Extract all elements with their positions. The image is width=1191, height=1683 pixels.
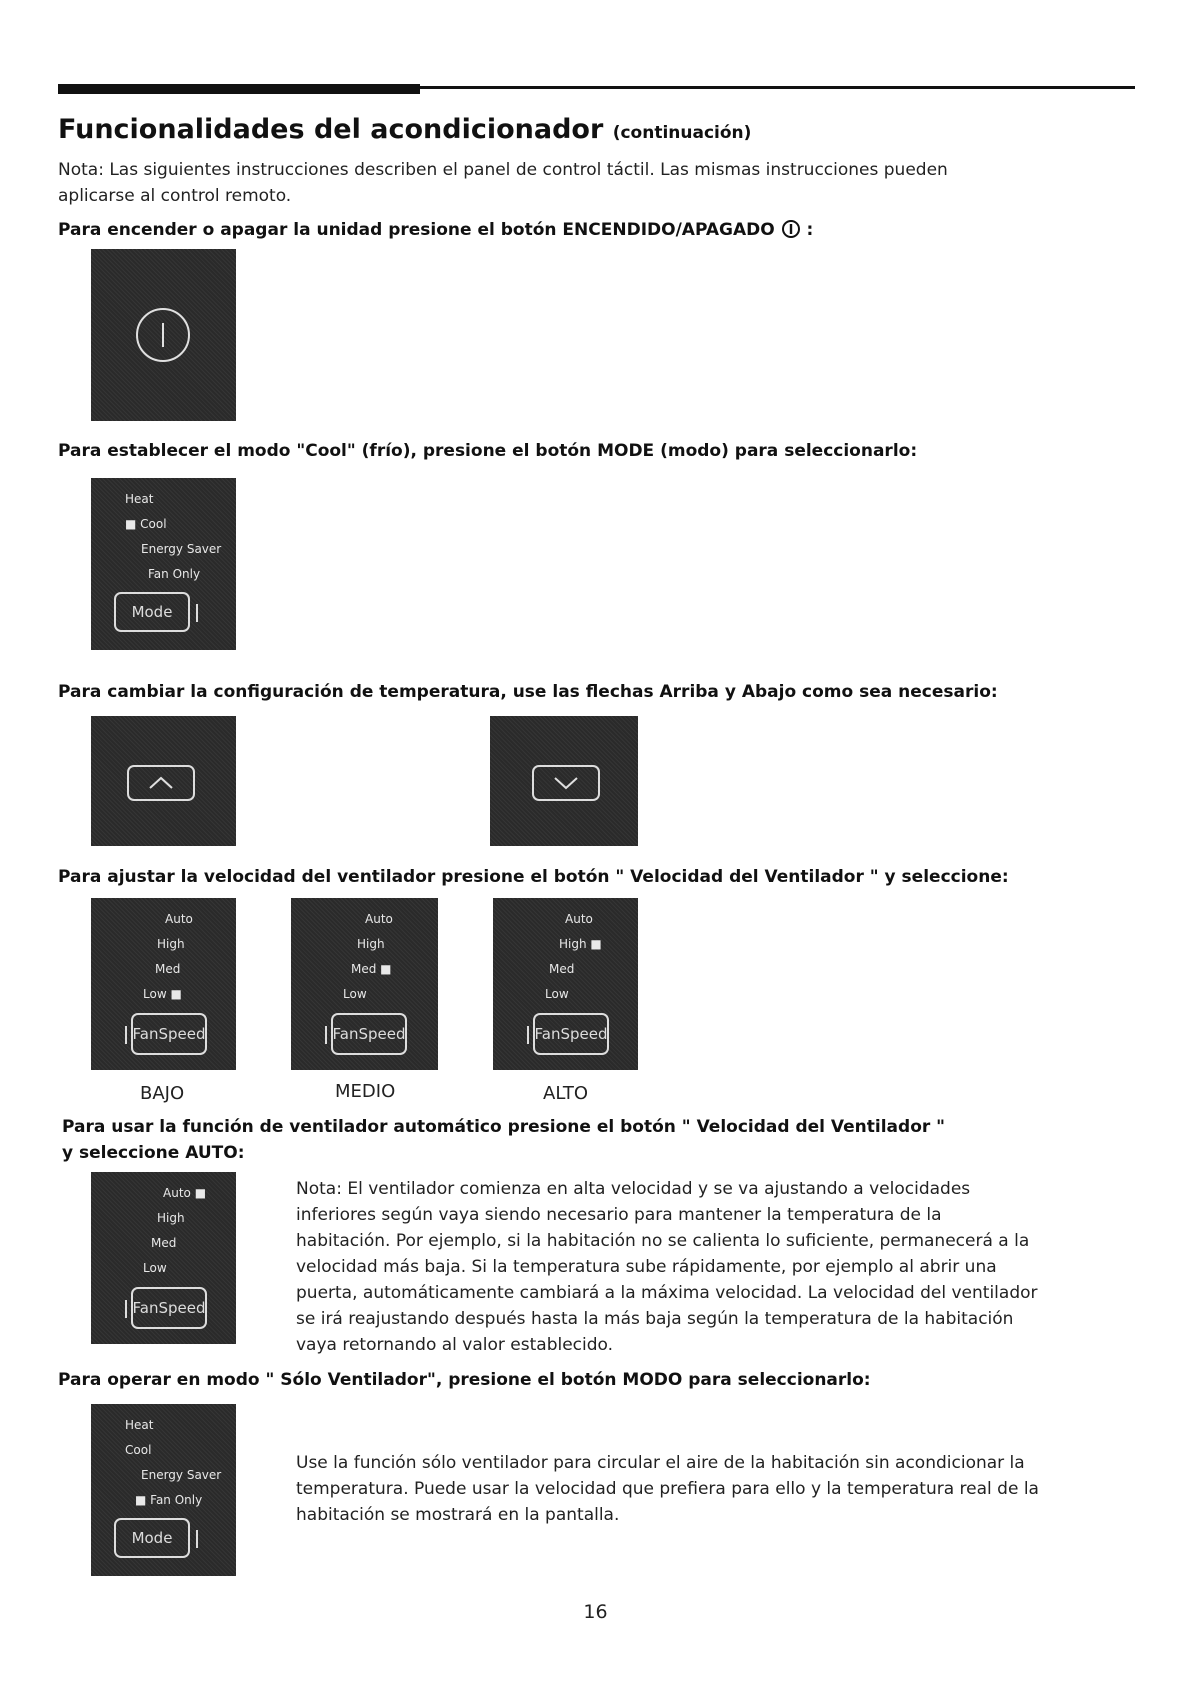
temp-up-panel <box>91 716 236 846</box>
fan-option-auto: Auto <box>165 912 193 926</box>
fan-option-high: High <box>357 937 385 951</box>
chevron-up-icon <box>147 775 175 791</box>
power-heading-text: Para encender o apagar la unidad presione el botón ENCENDIDO/APAGADO <box>58 220 775 240</box>
speed-label: Speed <box>560 1025 608 1043</box>
power-heading <box>58 219 813 240</box>
mode-option-energy-saver: Energy Saver <box>141 1468 222 1482</box>
fan-option-med: Med <box>151 1236 177 1250</box>
caption-alto: ALTO <box>543 1083 589 1104</box>
fan-option-low: Low <box>143 1261 167 1275</box>
fan-option-auto-label: Auto <box>163 1186 191 1200</box>
speed-label: Speed <box>358 1025 406 1043</box>
fan-label: Fan <box>332 1025 359 1043</box>
intro-note: Nota: Las siguientes instrucciones describen el panel de control táctil. Las mismas instrucciones pueden aplicarse al control remoto. <box>58 160 948 206</box>
fanonly-mode-panel <box>91 1404 236 1576</box>
power-panel <box>91 249 236 421</box>
mode-option-fan-only <box>135 1493 202 1507</box>
auto-heading: Para usar la función de ventilador automático presione el botón " Velocidad del Ventilador " y seleccione AUTO: <box>62 1117 946 1163</box>
cool-heading: Para establecer el modo "Cool" (frío), presione el botón MODE (modo) para seleccionarlo: <box>58 441 918 461</box>
selected-indicator: ■ <box>135 1493 151 1507</box>
fan-button-bar <box>125 1026 127 1044</box>
fan-option-auto <box>163 1186 206 1200</box>
mode-button[interactable]: Mode <box>114 592 190 632</box>
fan-panel-auto <box>91 1172 236 1344</box>
fan-option-low: Low <box>343 987 367 1001</box>
power-icon <box>781 219 801 239</box>
fan-option-low: Low <box>545 987 569 1001</box>
fan-option-low <box>143 987 182 1001</box>
selected-indicator: ■ <box>166 987 182 1001</box>
fan-label: Fan <box>132 1299 159 1317</box>
mode-option-cool-label: Cool <box>140 517 167 531</box>
mode-button[interactable]: Mode <box>114 1518 190 1558</box>
fanonly-paragraph: Use la función sólo ventilador para circular el aire de la habitación sin acondicionar la temperatura. Puede usar la velocidad que prefiera para ello y la temperatura real de la habitación se mostrará en la pantalla. <box>296 1453 1039 1525</box>
page-title-text: Funcionalidades del acondicionador <box>58 114 604 145</box>
fan-option-high-label: High <box>559 937 587 951</box>
fan-speed-button[interactable] <box>331 1013 407 1055</box>
header-rule <box>58 86 1135 89</box>
caption-bajo: BAJO <box>140 1083 185 1104</box>
fan-button-bar <box>527 1026 529 1044</box>
temp-down-button[interactable] <box>532 765 600 801</box>
mode-button-bar <box>196 1530 198 1548</box>
power-heading-colon: : <box>806 220 814 240</box>
speed-label: Speed <box>158 1025 206 1043</box>
fan-heading: Para ajustar la velocidad del ventilador presione el botón " Velocidad del Ventilador " y seleccione: <box>58 867 1009 887</box>
fan-panel-high <box>493 898 638 1070</box>
temp-heading: Para cambiar la configuración de temperatura, use las flechas Arriba y Abajo como sea necesario: <box>58 682 998 702</box>
mode-option-cool <box>125 517 167 531</box>
selected-indicator: ■ <box>586 937 602 951</box>
fanonly-heading: Para operar en modo " Sólo Ventilador", presione el botón MODO para seleccionarlo: <box>58 1370 871 1390</box>
fan-option-med: Med <box>549 962 575 976</box>
fan-panel-low <box>91 898 236 1070</box>
fan-panel-med <box>291 898 438 1070</box>
mode-option-energy-saver: Energy Saver <box>141 542 222 556</box>
selected-indicator: ■ <box>190 1186 207 1200</box>
fan-speed-button[interactable] <box>131 1287 207 1329</box>
chevron-down-icon <box>552 775 580 791</box>
mode-option-heat: Heat <box>125 492 154 506</box>
temp-up-button[interactable] <box>127 765 195 801</box>
page-title <box>58 114 751 145</box>
fan-label: Fan <box>534 1025 561 1043</box>
fan-speed-button[interactable] <box>533 1013 609 1055</box>
temp-down-panel <box>490 716 638 846</box>
mode-option-heat: Heat <box>125 1418 154 1432</box>
cool-mode-panel <box>91 478 236 650</box>
fan-label: Fan <box>132 1025 159 1043</box>
mode-option-cool: Cool <box>125 1443 152 1457</box>
fan-option-med-label: Med <box>351 962 377 976</box>
fan-option-auto: Auto <box>565 912 593 926</box>
fan-option-med <box>351 962 392 976</box>
mode-button-bar <box>196 604 198 622</box>
mode-option-fan-only-label: Fan Only <box>150 1493 203 1507</box>
power-button-icon[interactable] <box>133 305 193 365</box>
auto-note: Nota: El ventilador comienza en alta velocidad y se va ajustando a velocidades inferiores según vaya siendo necesario para mantener la temperatura de la habitación. Por ejemplo, si la habitación no se calienta lo suficiente, permanecerá a la velocidad más baja. Si la temperatura sube rápidamente, por ejemplo al abrir una puerta, automáticamente cambiará a la máxima velocidad. La velocidad del ventilador se irá reajustando después hasta la más baja según la temperatura de la habitación vaya retornando al valor establecido. <box>296 1179 1038 1355</box>
selected-indicator: ■ <box>376 962 392 976</box>
fan-option-med: Med <box>155 962 181 976</box>
fan-button-bar <box>325 1026 327 1044</box>
speed-label: Speed <box>158 1299 206 1317</box>
page-subtitle: (continuación) <box>612 123 752 143</box>
page-number: 16 <box>583 1601 608 1623</box>
fan-speed-button[interactable] <box>131 1013 207 1055</box>
fan-option-low-label: Low <box>143 987 167 1001</box>
fan-option-high <box>559 937 602 951</box>
fan-option-auto: Auto <box>365 912 393 926</box>
fan-button-bar <box>125 1300 127 1318</box>
fan-option-high: High <box>157 937 185 951</box>
mode-option-fan-only: Fan Only <box>148 567 201 581</box>
selected-indicator: ■ <box>125 517 141 531</box>
fan-option-high: High <box>157 1211 185 1225</box>
caption-medio: MEDIO <box>335 1081 396 1102</box>
